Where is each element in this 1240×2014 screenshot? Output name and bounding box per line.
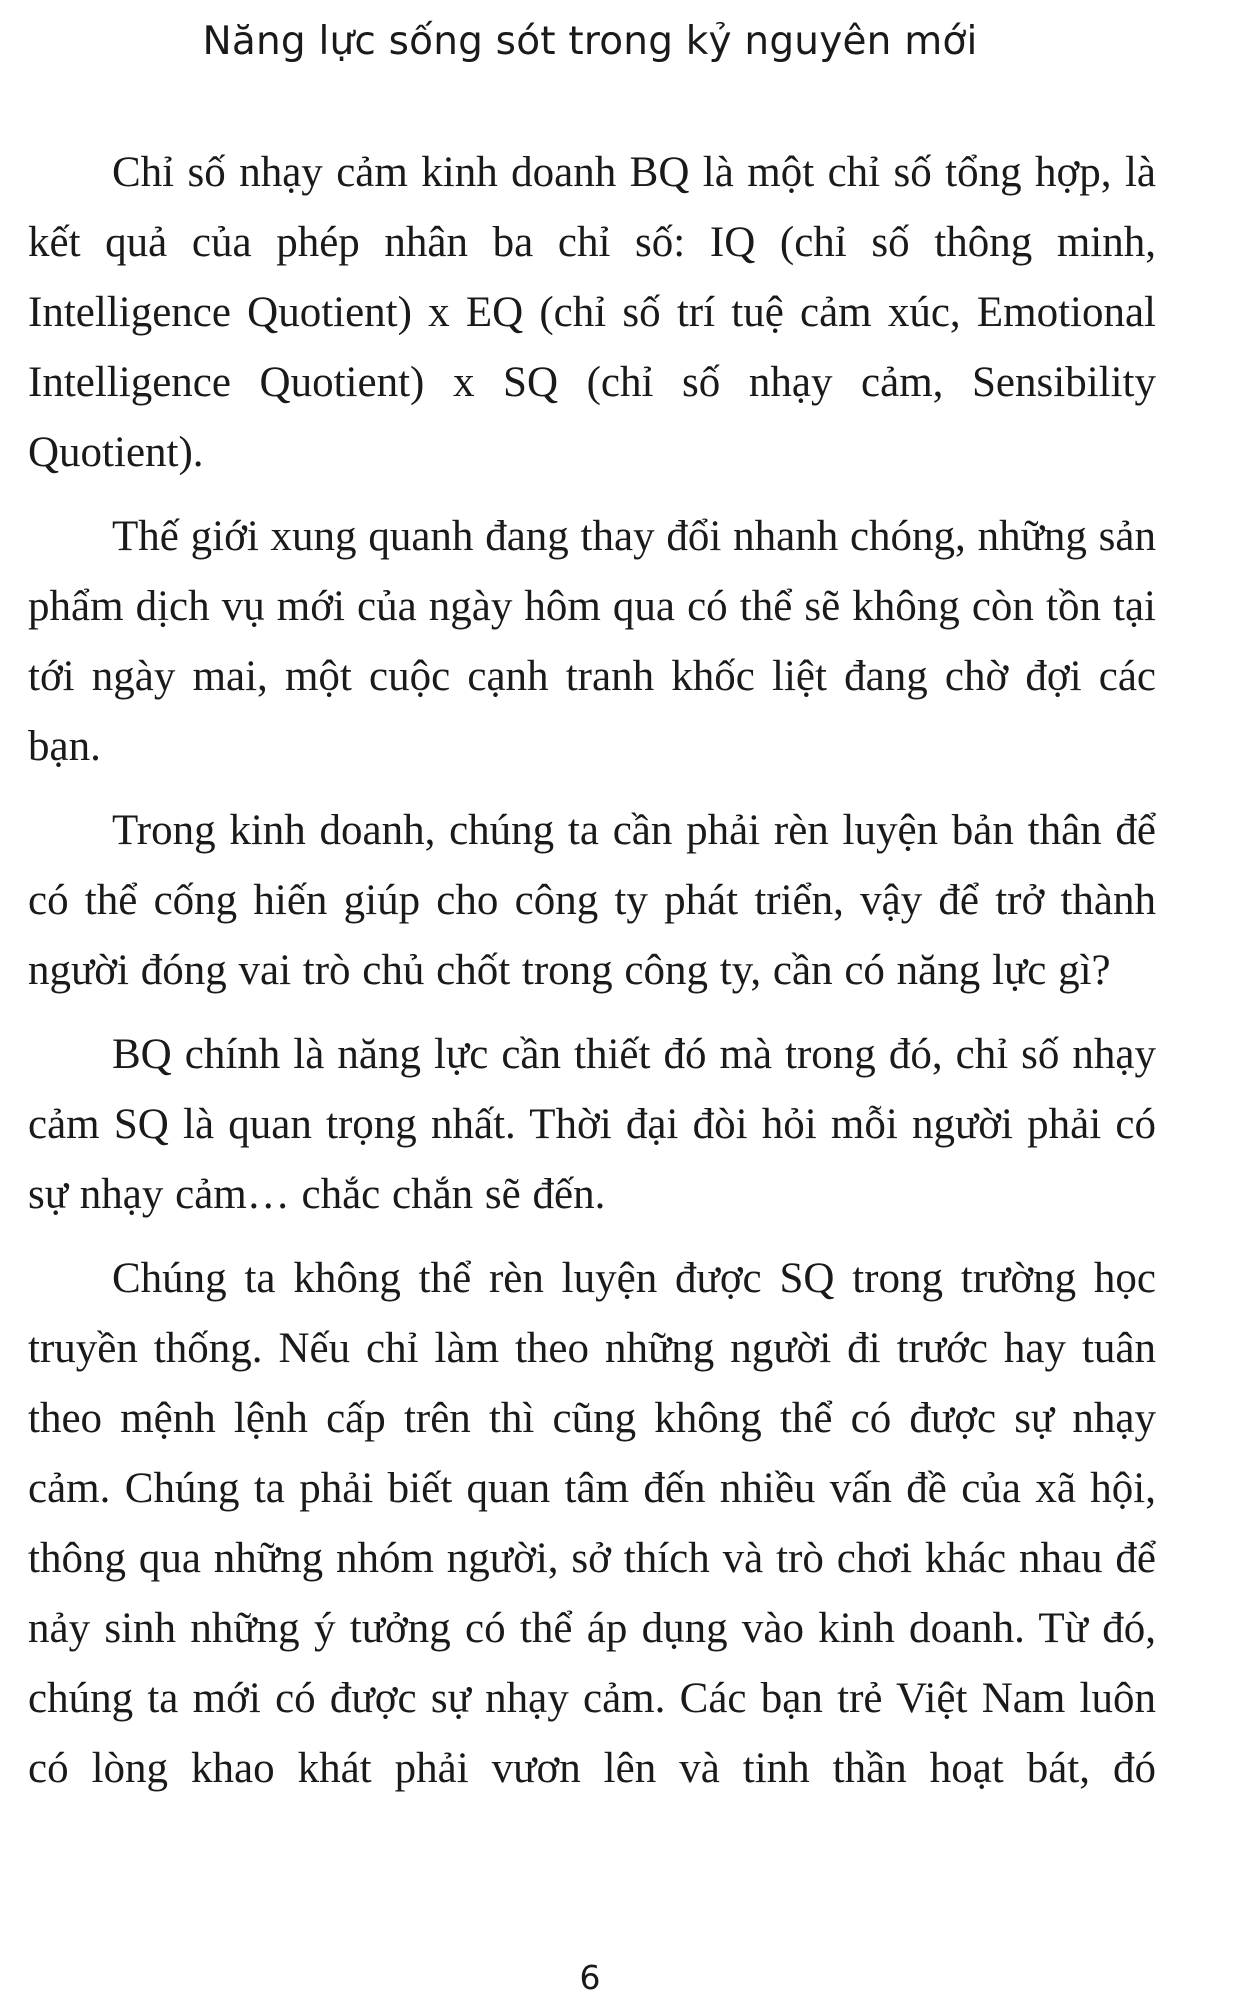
body-text [28, 138, 1156, 1818]
paragraph-self-training: Trong kinh doanh, chúng ta cần phải rèn luyện bản thân để có thể cống hiến giúp cho công ty phát triển, vậy để trở thành người đóng vai trò chủ chốt trong công ty, cần có năng lực gì? [28, 807, 1156, 994]
paragraph-sq-importance: BQ chính là năng lực cần thiết đó mà trong đó, chỉ số nhạy cảm SQ là quan trọng nhất. Thời đại đòi hỏi mỗi người phải có sự nhạy cảm… chắc chắn sẽ đến. [28, 1031, 1156, 1218]
paragraph-training-sq: Chúng ta không thể rèn luyện được SQ trong trường học truyền thống. Nếu chỉ làm theo những người đi trước hay tuân theo mệnh lệnh cấp trên thì cũng không thể có được sự nhạy cảm. Chúng ta phải biết quan tâm đến nhiều vấn đề của xã hội, thông qua những nhóm người, sở thích và trò chơi khác nhau để nảy sinh những ý tưởng có thể áp dụng vào kinh doanh. Từ đó, chúng ta mới có được sự nhạy cảm. Các bạn trẻ Việt Nam luôn có lòng khao khát phải vươn lên và tinh thần hoạt bát, đó [28, 1255, 1156, 1792]
page-number: 6 [579, 1958, 601, 1997]
running-header-title: Năng lực sống sót trong kỷ nguyên mới [202, 19, 978, 64]
paragraph-bq-definition: Chỉ số nhạy cảm kinh doanh BQ là một chỉ số tổng hợp, là kết quả của phép nhân ba chỉ số: IQ (chỉ số thông minh, Intelligence Quotient) x EQ (chỉ số trí tuệ cảm xúc, Emotional Intelligence Quotient) x SQ (chỉ số nhạy cảm, Sensibility Quotient). [28, 149, 1156, 476]
paragraph-changing-world: Thế giới xung quanh đang thay đổi nhanh chóng, những sản phẩm dịch vụ mới của ngày hôm qua có thể sẽ không còn tồn tại tới ngày mai, một cuộc cạnh tranh khốc liệt đang chờ đợi các bạn. [28, 513, 1156, 770]
